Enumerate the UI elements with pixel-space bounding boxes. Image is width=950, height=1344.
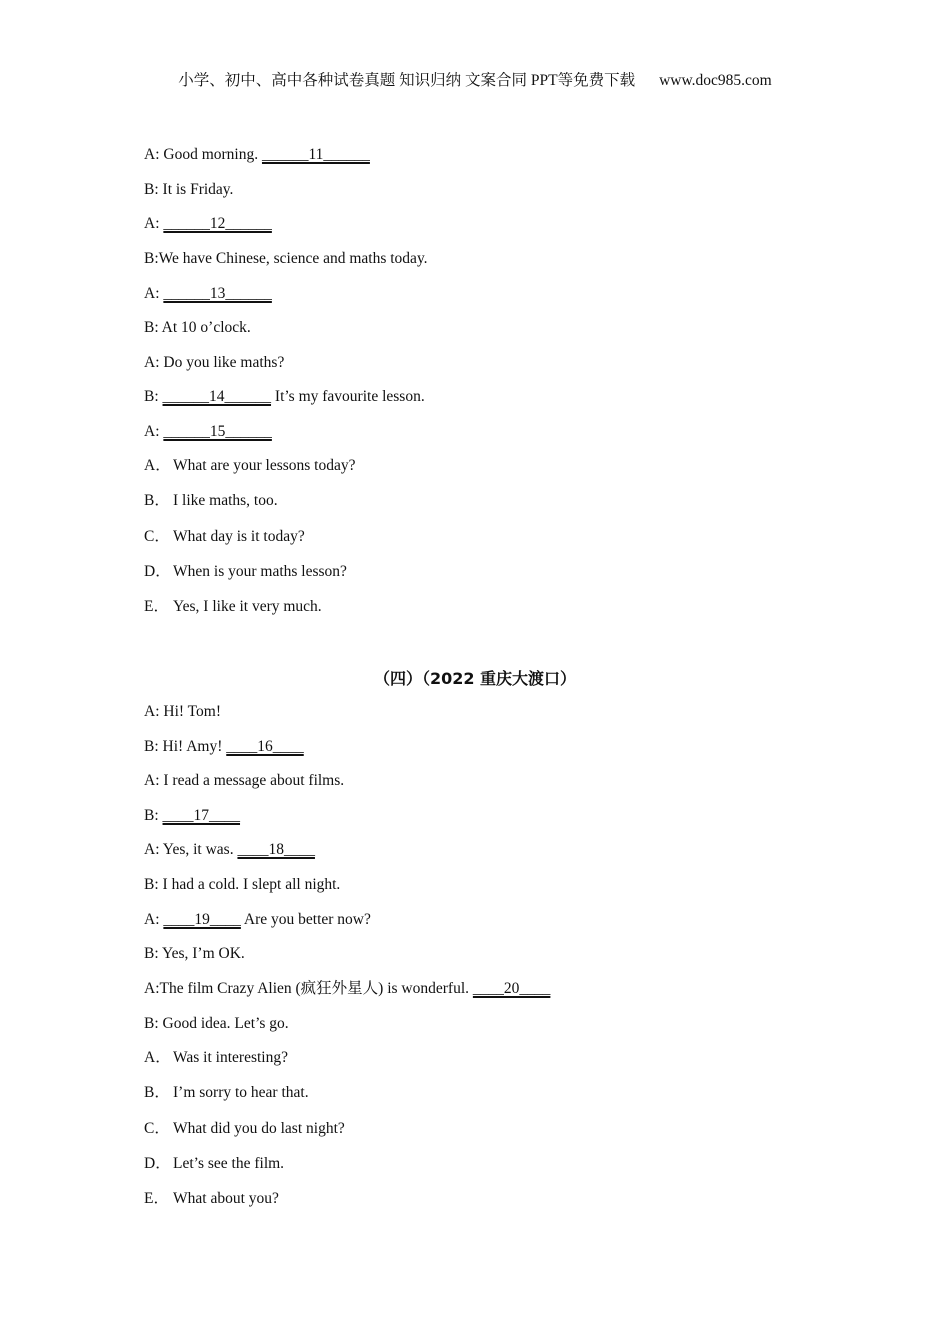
dialogue-line: A:The film Crazy Alien (疯狂外星人) is wonderful. ____20____ [144, 980, 551, 997]
answer-blank[interactable]: ____17____ [162, 807, 241, 824]
dialogue-line: B: Yes, I’m OK. [144, 945, 245, 962]
answer-blank[interactable]: ____18____ [237, 841, 315, 858]
option-item: E． What about you? [144, 1190, 279, 1207]
dialogue-line: B: ______14______ It’s my favourite lesson. [144, 388, 425, 405]
dialogue-line: A: Do you like maths? [144, 354, 285, 371]
dialogue-line: A: Yes, it was. ____18____ [144, 841, 315, 858]
dialogue-line: A: ______15______ [144, 423, 272, 440]
dialogue-line: B: ____17____ [144, 807, 241, 824]
dialogue-line: A: Hi! Tom! [144, 703, 221, 720]
dialogue-line: B: Good idea. Let’s go. [144, 1015, 289, 1032]
option-item: B． I like maths, too. [144, 492, 278, 509]
dialogue-line: B: Hi! Amy! ____16____ [144, 738, 304, 755]
answer-blank[interactable]: ______12______ [163, 215, 272, 232]
option-item: B． I’m sorry to hear that. [144, 1084, 309, 1101]
dialogue-line: B:We have Chinese, science and maths today. [144, 250, 428, 267]
dialogue-line: A: ______13______ [144, 285, 272, 302]
dialogue-line: B: It is Friday. [144, 181, 234, 198]
answer-blank[interactable]: ______11______ [261, 146, 370, 163]
section-title: （四）（2022 重庆大渡口） [373, 669, 577, 688]
option-item: D． Let’s see the film. [144, 1155, 285, 1172]
answer-blank[interactable]: ______13______ [163, 285, 272, 302]
answer-blank[interactable]: ____16____ [226, 738, 304, 755]
option-item: C． What day is it today? [144, 528, 305, 545]
answer-blank[interactable]: ____20____ [472, 980, 551, 997]
option-item: D． When is your maths lesson? [144, 563, 347, 580]
header-website: www.doc985.com [659, 72, 772, 89]
answer-blank[interactable]: ____19____ [163, 911, 241, 928]
option-item: A． Was it interesting? [144, 1049, 288, 1066]
dialogue-line: B: I had a cold. I slept all night. [144, 876, 341, 893]
option-item: C． What did you do last night? [144, 1120, 345, 1137]
dialogue-line: A: I read a message about films. [144, 772, 345, 789]
page-header [0, 68, 950, 90]
option-item: A． What are your lessons today? [144, 457, 356, 474]
dialogue-line: A: ____19____ Are you better now? [144, 911, 371, 928]
answer-blank[interactable]: ______14______ [162, 388, 272, 405]
dialogue-line: A: Good morning. ______11______ [144, 146, 370, 163]
answer-blank[interactable]: ______15______ [163, 423, 272, 440]
header-left-text: 小学、初中、高中各种试卷真题 知识归纳 文案合同 PPT等免费下载 [178, 72, 636, 89]
dialogue-line: A: ______12______ [144, 215, 272, 232]
option-item: E． Yes, I like it very much. [144, 598, 322, 615]
dialogue-line: B: At 10 o’clock. [144, 319, 251, 336]
